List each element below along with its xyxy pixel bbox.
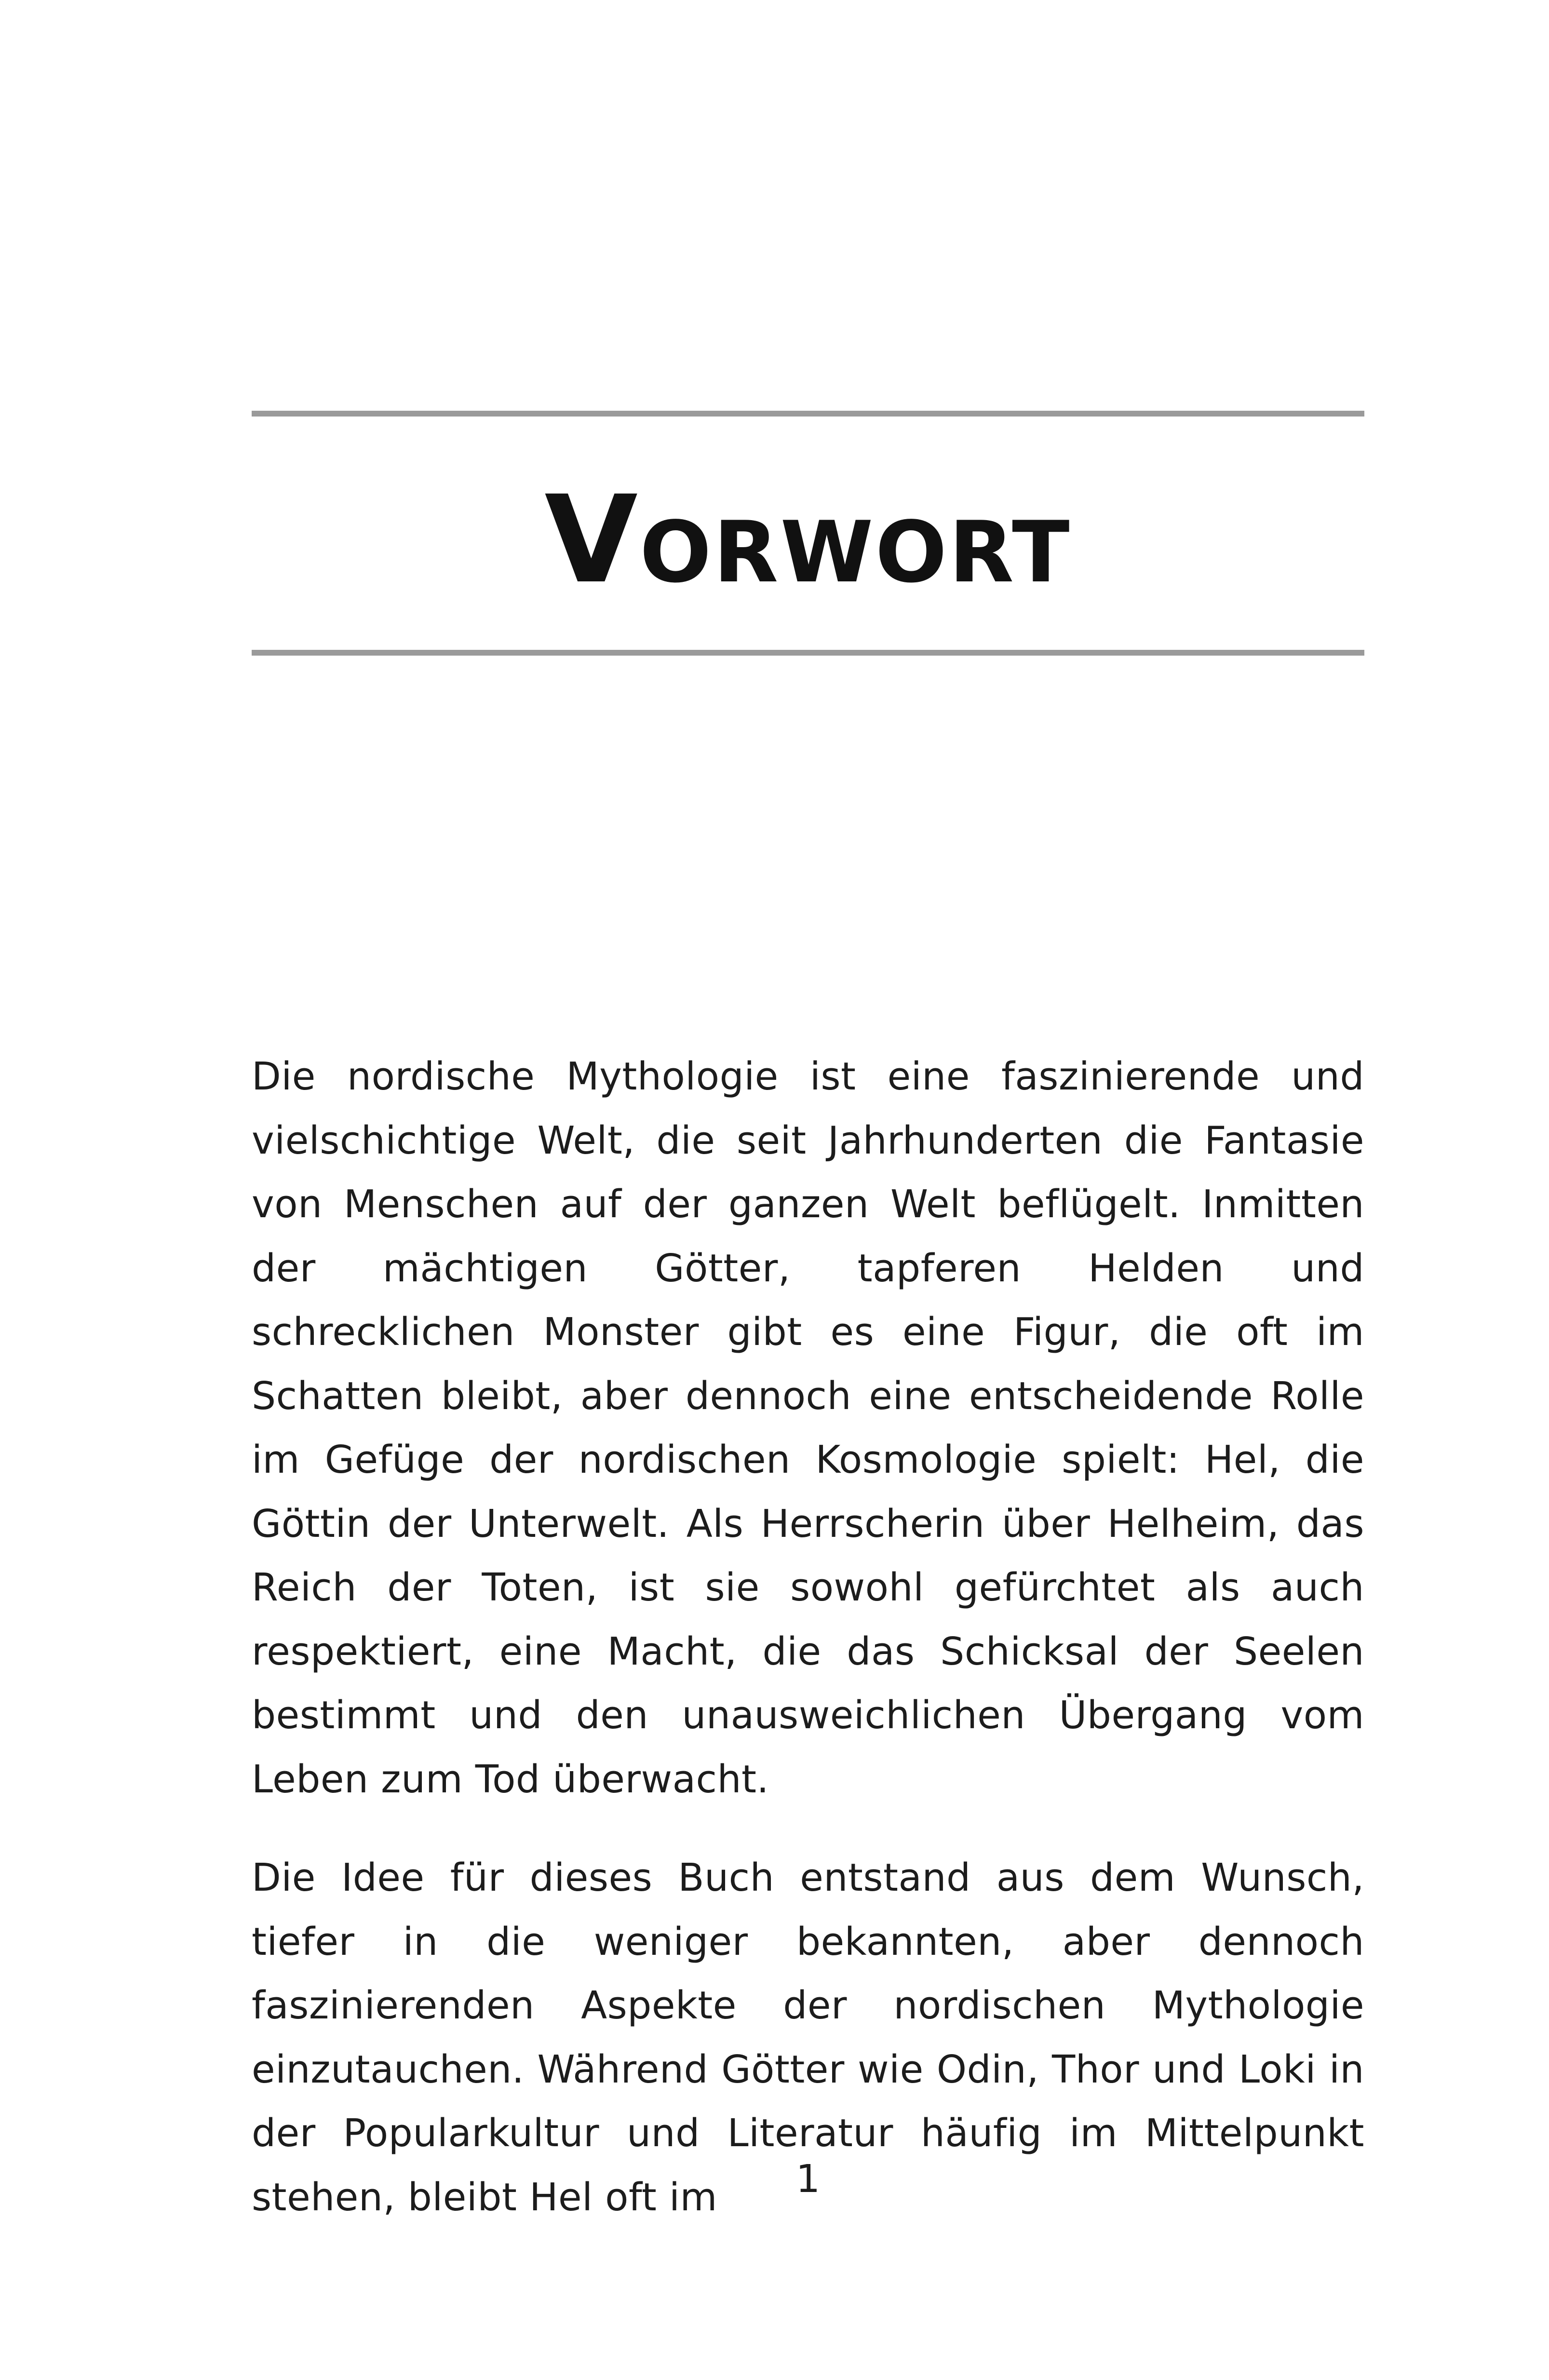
title-rule-bottom <box>252 650 1364 656</box>
page-number: 1 <box>795 2157 821 2201</box>
paragraph-1: Die nordische Mythologie ist eine faszinierende und vielschichtige Welt, die seit Jahrhunderten die Fantasie von Menschen auf der ganzen Welt beflügelt. Inmitten der mächtigen Götter, tapferen Helden und schrecklichen Monster gibt es eine Figur, die oft im Schatten bleibt, aber dennoch eine entscheidende Rolle im Gefüge der nordischen Kosmologie spielt: Hel, die Göttin der Unterwelt. Als Herrscherin über Helheim, das Reich der Toten, ist sie sowohl gefürchtet als auch respektiert, eine Macht, die das Schicksal der Seelen bestimmt und den unausweichlichen Übergang vom Leben zum Tod überwacht. <box>252 1054 1364 1802</box>
body-text <box>252 1045 1364 2229</box>
title-rule-top <box>252 411 1364 417</box>
paragraph-2: Die Idee für dieses Buch entstand aus dem Wunsch, tiefer in die weniger bekannten, aber dennoch faszinierenden Aspekte der nordischen Mythologie einzutauchen. Während Götter wie Odin, Thor und Loki in der Popularkultur und Literatur häufig im Mittelpunkt stehen, bleibt Hel oft im <box>252 1856 1364 2219</box>
chapter-title: Vorwort <box>544 470 1072 610</box>
